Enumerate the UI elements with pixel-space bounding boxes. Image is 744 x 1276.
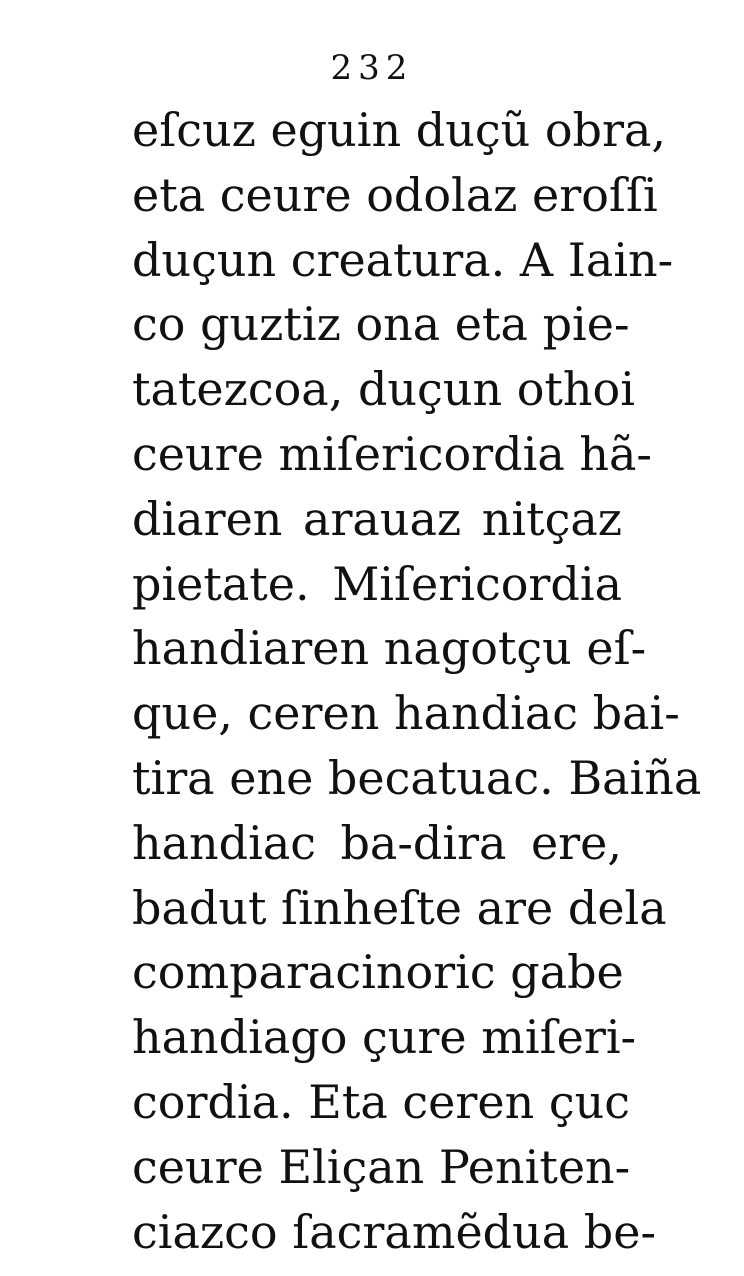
text-line: eta ceure odolaz eroſſi: [132, 167, 658, 222]
body-text: [132, 98, 702, 1264]
text-line: handiago çure miſeri-: [132, 1010, 637, 1065]
text-line: comparacinoric gabe: [132, 945, 624, 1000]
text-line: co guztiz ona eta pie-: [132, 297, 630, 352]
page-number: 232: [330, 48, 414, 88]
text-line: badut ſinheſte are dela: [132, 880, 667, 935]
text-line: diaren arauaz nitçaz: [132, 491, 622, 546]
text-line: handiac ba-dira ere,: [132, 815, 622, 870]
text-line: tatezcoa, duçun othoi: [132, 362, 635, 417]
text-line: pietate. Miſericordia: [132, 556, 622, 611]
text-line: ceure Eliçan Peniten-: [132, 1139, 631, 1194]
text-line: ciazco ſacramẽdua be-: [132, 1204, 657, 1259]
text-line: tira ene becatuac. Baiña: [132, 750, 702, 805]
text-line: ceure miſericordia hã-: [132, 426, 652, 481]
text-line: cordia. Eta ceren çuc: [132, 1074, 630, 1129]
text-line: eſcuz eguin duçũ obra,: [132, 103, 667, 157]
text-line: que, ceren handiac bai-: [132, 686, 680, 741]
text-line: handiaren nagotçu eſ-: [132, 621, 647, 676]
text-line: duçun creatura. A Iain-: [132, 232, 674, 287]
